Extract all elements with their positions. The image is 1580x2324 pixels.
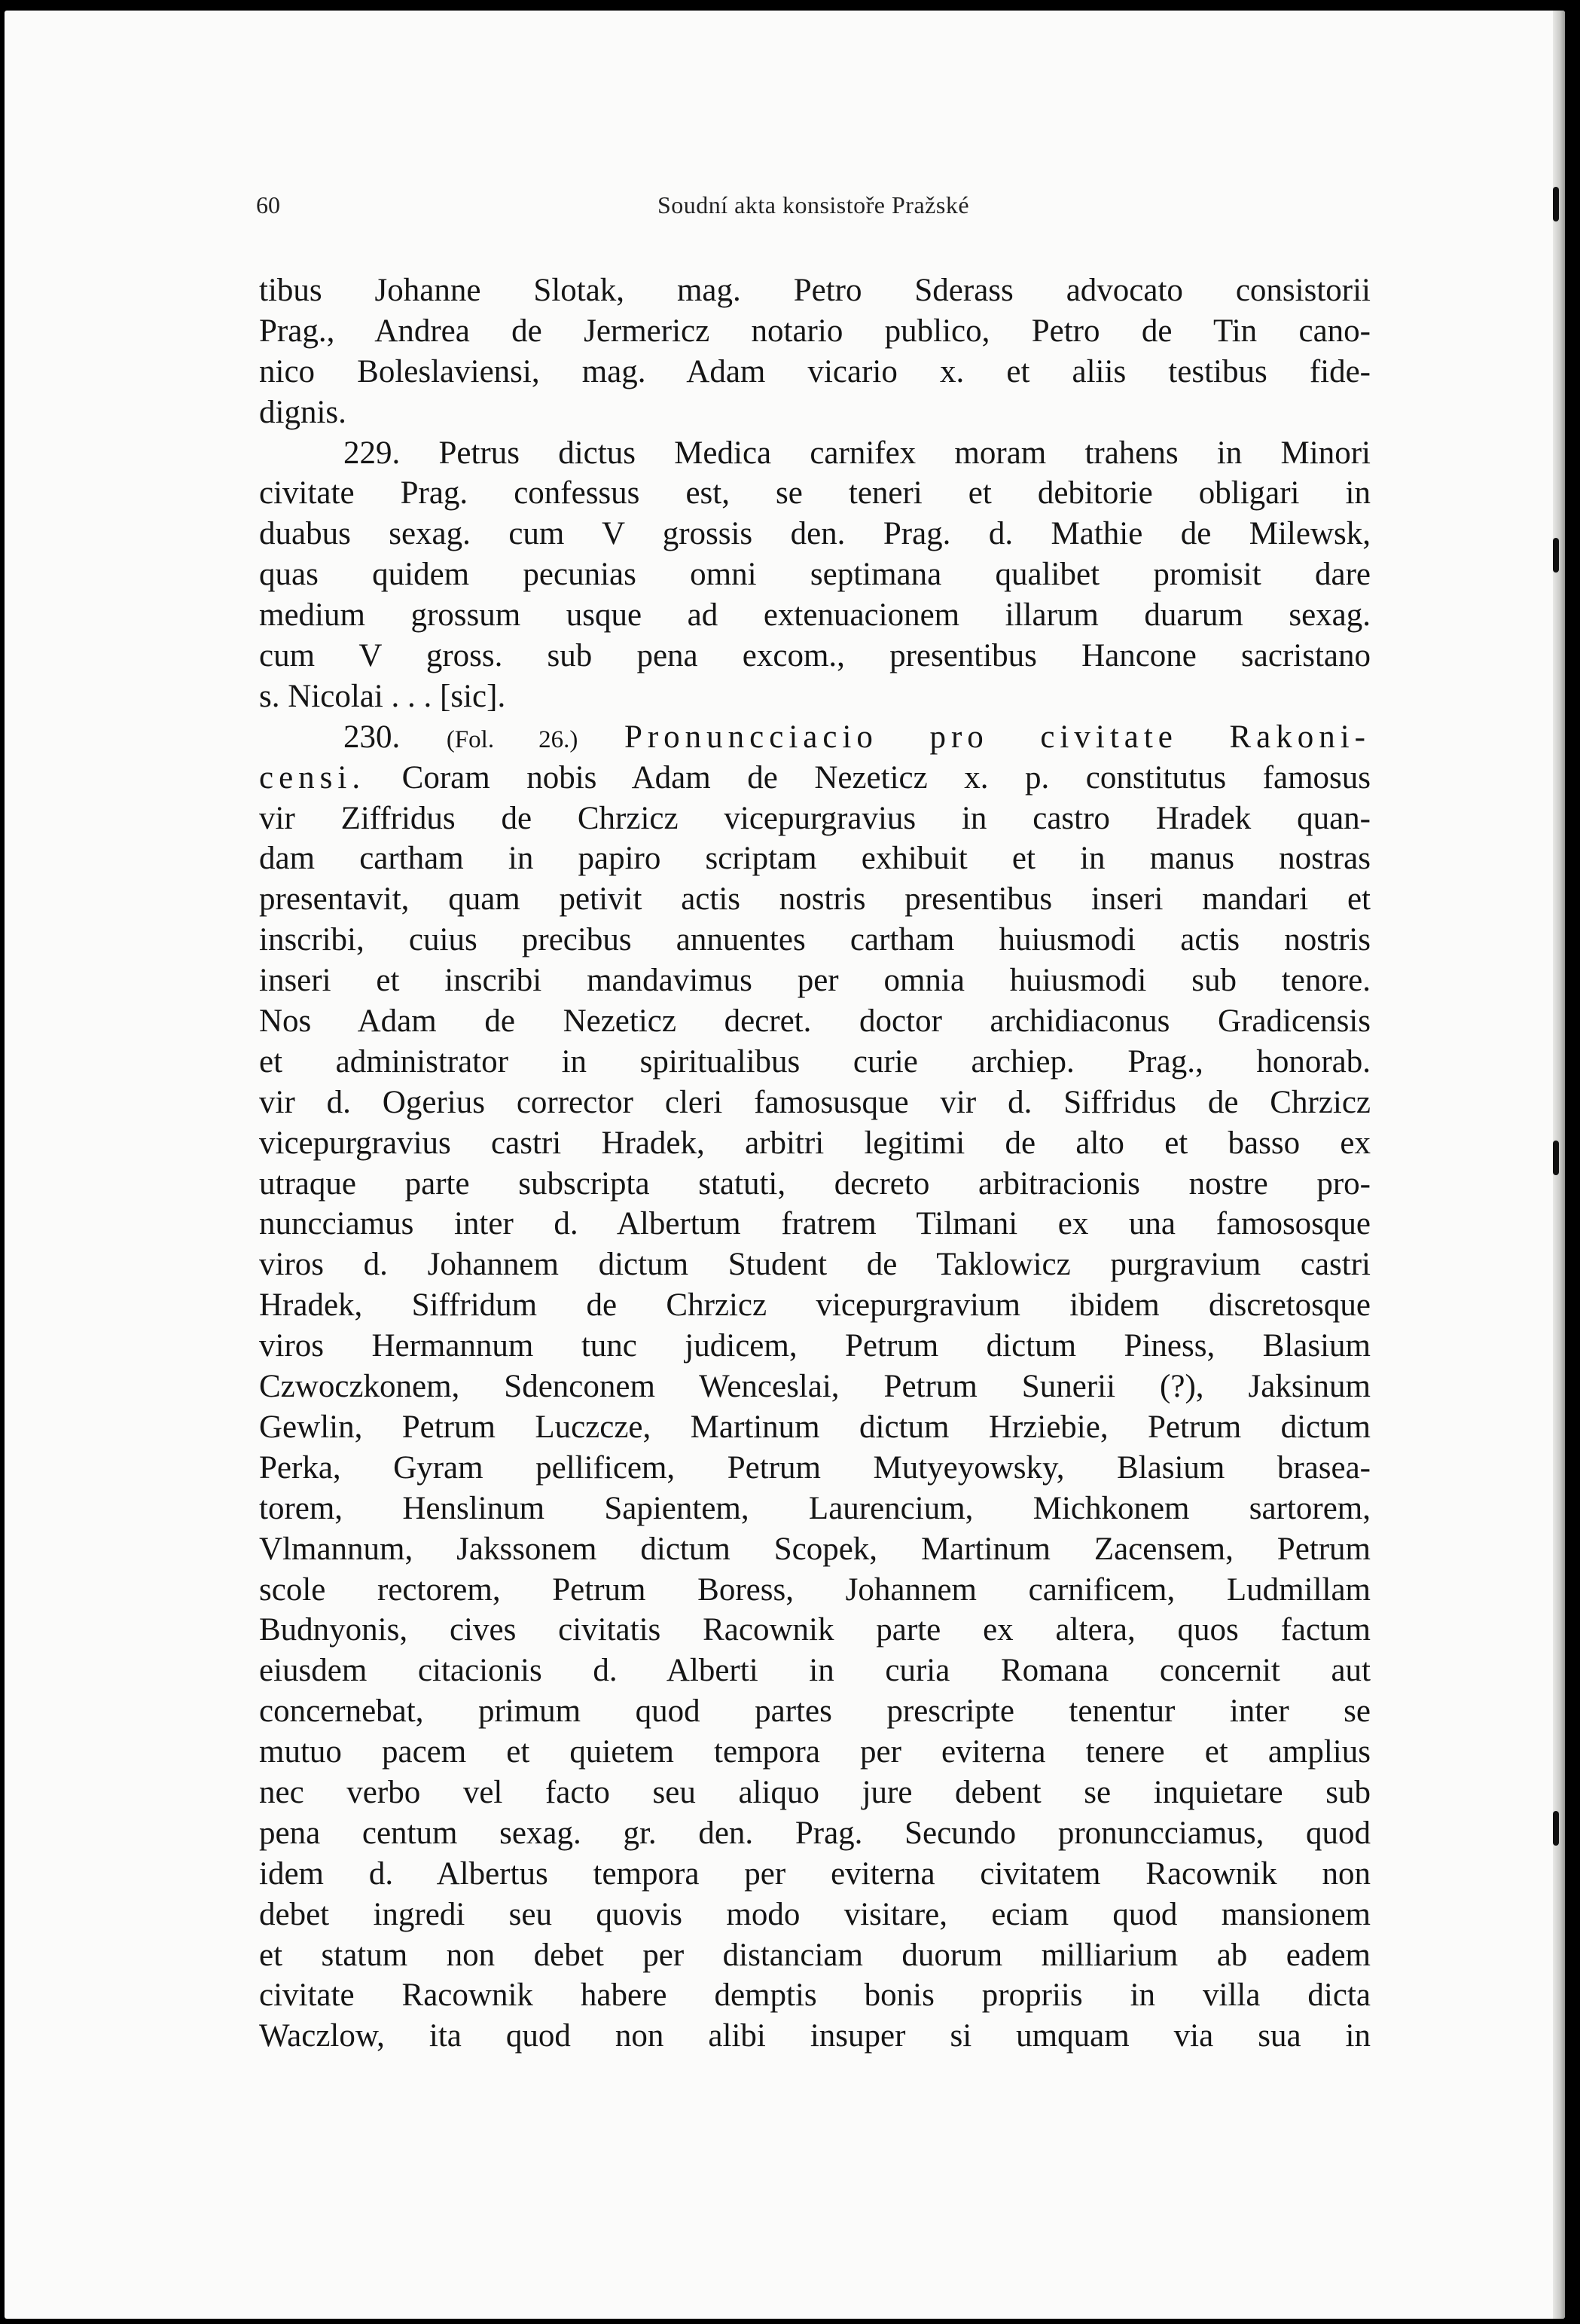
text-line: inseri et inscribi mandavimus per omnia huiusmodi sub tenore. xyxy=(259,963,1371,999)
text-line: cum V gross. sub pena excom., presentibus Hancone sacristano xyxy=(259,638,1371,674)
text-line: dam cartham in papiro scriptam exhibuit et in manus nostras xyxy=(259,841,1371,877)
text-line: Budnyonis, cives civitatis Racownik parte ex altera, quos factum xyxy=(259,1612,1371,1648)
text-line: idem d. Albertus tempora per eviterna civitatem Racownik non xyxy=(259,1855,1371,1892)
text-line: vir Ziffridus de Chrzicz vicepurgravius in castro Hradek quan- xyxy=(259,800,1371,836)
text-line: et statum non debet per distanciam duorum milliarium ab eadem xyxy=(259,1937,1371,1973)
text-line: concernebat, primum quod partes prescripte tenentur inter se xyxy=(259,1693,1371,1730)
document-page xyxy=(5,11,1565,2319)
text-line: viros Hermannum tunc judicem, Petrum dictum Piness, Blasium xyxy=(259,1328,1371,1364)
text-line: Nos Adam de Nezeticz decret. doctor archidiaconus Gradicensis xyxy=(259,1003,1371,1040)
text-line: Waczlow, ita quod non alibi insuper si umquam via sua in xyxy=(259,2018,1371,2054)
edge-mark xyxy=(1553,1811,1559,1846)
text-line: tibus Johanne Slotak, mag. Petro Sderass advocato consistorii xyxy=(259,273,1371,308)
text-line: Gewlin, Petrum Luczcze, Martinum dictum Hrziebie, Petrum dictum xyxy=(259,1409,1371,1445)
text-line: debet ingredi seu quovis modo visitare, eciam quod mansionem xyxy=(259,1896,1371,1932)
edge-mark xyxy=(1553,187,1559,221)
entry-title-end: censi. xyxy=(259,759,366,796)
page-edge-marks xyxy=(1553,11,1559,2319)
text-line: medium grossum usque ad extenuacionem illarum duarum sexag. xyxy=(259,597,1371,634)
text-line: Czwoczkonem, Sdenconem Wenceslai, Petrum Sunerii (?), Jaksinum xyxy=(259,1369,1371,1405)
text-line: Perka, Gyram pellificem, Petrum Mutyeyowsky, Blasium brasea- xyxy=(259,1449,1371,1486)
page-header xyxy=(256,191,1371,224)
entry-title: Pronuncciacio pro civitate Rakoni- xyxy=(624,719,1371,755)
text-line: Prag., Andrea de Jermericz notario publico, Petro de Tin cano- xyxy=(259,313,1371,349)
text-line: dignis. xyxy=(259,394,346,430)
text-line: mutuo pacem et quietem tempora per eviterna tenere et amplius xyxy=(259,1734,1371,1770)
edge-mark xyxy=(1553,1141,1559,1175)
text-line: inscribi, cuius precibus annuentes cartham huiusmodi actis nostris xyxy=(259,922,1371,958)
text-line: Vlmannum, Jakssonem dictum Scopek, Martinum Zacensem, Petrum xyxy=(259,1531,1371,1567)
text-line: utraque parte subscripta statuti, decreto arbitracionis nostre pro- xyxy=(259,1165,1371,1202)
text-line: vicepurgravius castri Hradek, arbitri legitimi de alto et basso ex xyxy=(259,1125,1371,1161)
text-line: viros d. Johannem dictum Student de Taklowicz purgravium castri xyxy=(259,1247,1371,1283)
text-line: civitate Racownik habere demptis bonis propriis in villa dicta xyxy=(259,1977,1371,2014)
edge-mark xyxy=(1553,538,1559,573)
text-line: presentavit, quam petivit actis nostris presentibus inseri mandari et xyxy=(259,881,1371,918)
page-number: 60 xyxy=(256,191,280,218)
text-line: vir d. Ogerius corrector cleri famosusque vir d. Siffridus de Chrzicz xyxy=(259,1084,1371,1120)
text-line xyxy=(259,758,1371,799)
text-line: civitate Prag. confessus est, se teneri et debitorie obligari in xyxy=(259,475,1371,512)
entry-230-heading xyxy=(259,717,1371,758)
text-line: nuncciamus inter d. Albertum fratrem Tilmani ex una famososque xyxy=(259,1206,1371,1242)
text-line: nec verbo vel facto seu aliquo jure debent se inquietare sub xyxy=(259,1774,1371,1810)
text-line: s. Nicolai . . . [sic]. xyxy=(259,678,506,714)
text-line: eiusdem citacionis d. Alberti in curia Romana concernit aut xyxy=(259,1653,1371,1689)
text-line: nico Boleslaviensi, mag. Adam vicario x. et aliis testibus fide- xyxy=(259,353,1371,389)
text-line: quas quidem pecunias omni septimana qualibet promisit dare xyxy=(259,557,1371,593)
text-line: et administrator in spiritualibus curie archiep. Prag., honorab. xyxy=(259,1043,1371,1080)
folio-reference: (Fol. 26.) xyxy=(446,725,578,753)
entry-number: 230. xyxy=(343,719,401,755)
text-line: torem, Henslinum Sapientem, Laurencium, Michkonem sartorem, xyxy=(259,1490,1371,1526)
text-line: scole rectorem, Petrum Boress, Johannem carnificem, Ludmillam xyxy=(259,1571,1371,1608)
text-line: pena centum sexag. gr. den. Prag. Secundo pronuncciamus, quod xyxy=(259,1815,1371,1851)
running-title: Soudní akta konsistoře Pražské xyxy=(657,191,970,218)
text-segment: Coram nobis Adam de Nezeticz x. p. constitutus famosus xyxy=(401,759,1371,796)
entry-229-start: 229. Petrus dictus Medica carnifex moram trahens in Minori xyxy=(343,435,1371,471)
body-text xyxy=(259,270,1371,2057)
text-line: duabus sexag. cum V grossis den. Prag. d. Mathie de Milewsk, xyxy=(259,516,1371,552)
text-line: Hradek, Siffridum de Chrzicz vicepurgravium ibidem discretosque xyxy=(259,1287,1371,1324)
